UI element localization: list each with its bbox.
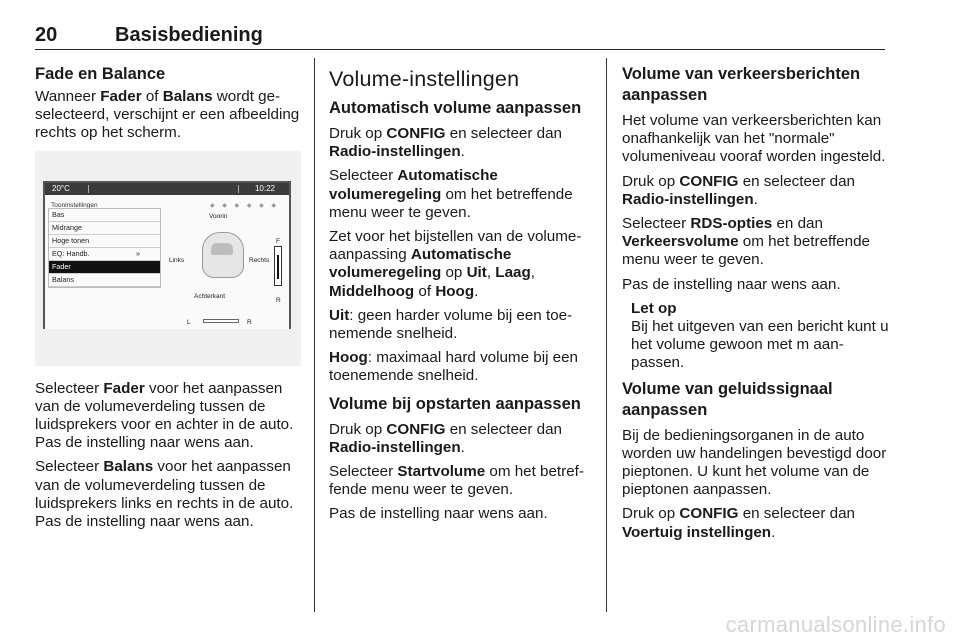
infotainment-screenshot — [35, 151, 301, 366]
subheading-startup-volume: Volume bij opstarten aanpassen — [329, 394, 581, 413]
temperature-readout: 20°C — [52, 183, 70, 193]
section-heading-fade-balance: Fade en Balance — [35, 65, 166, 83]
paragraph: Druk op CONFIG en selecteer dan Radio-instellingen. — [329, 125, 562, 161]
subheading-auto-volume: Automatisch volume aanpassen — [329, 99, 582, 117]
paragraph-balans: Selecteer Balans voor het aanpassen van de volumeverdeling tussen de luidsprekers links en rechts in de auto. Pas de instelling naar wens aan. — [35, 458, 294, 531]
paragraph: Selecteer Automatische volumeregeling om het betreffende menu weer te geven. — [329, 167, 573, 221]
menu-item-balans[interactable]: Balans — [49, 274, 160, 287]
tone-settings-panel — [45, 195, 289, 329]
paragraph: Hoog: maximaal hard volume bij een toenemende snelheid. — [329, 349, 579, 385]
chevron-right-icon: » — [136, 248, 140, 258]
section-heading-volume: Volume-instellingen — [329, 67, 520, 91]
menu-item-fader[interactable]: Fader — [49, 261, 160, 274]
label-left: Links — [169, 256, 185, 264]
display-screen — [43, 181, 291, 329]
panel-title: Tooninstellingen — [51, 201, 98, 209]
label-rear: Achterkant — [194, 292, 226, 300]
paragraph: Pas de instelling naar wens aan. — [622, 275, 841, 293]
menu-item-hoge-tonen[interactable]: Hoge tonen — [49, 235, 160, 248]
paragraph: Zet voor het bijstellen van de volumeaanpassing Automatische volumeregeling op Uit, Laag, Middelhoog of Hoog. — [329, 228, 582, 300]
menu-item-bas[interactable]: Bas — [49, 209, 160, 222]
clock-readout: 10:22 — [254, 183, 275, 193]
fader-slider[interactable] — [274, 246, 282, 286]
column-divider — [314, 58, 315, 612]
column-divider — [606, 58, 607, 612]
speaker-balance-diagram — [169, 208, 289, 326]
label-r: R — [276, 296, 281, 304]
watermark: carmanualsonline.info — [725, 612, 946, 637]
status-bar — [45, 183, 289, 195]
column-right — [622, 64, 890, 548]
note-body: Bij het uitgeven van een bericht kunt u het volume gewoon met m aanpassen. — [631, 318, 889, 372]
page-header — [35, 22, 885, 50]
paragraph: Selecteer Startvolume om het betreffende menu weer te geven. — [329, 463, 584, 499]
label-l-bottom: L — [187, 318, 191, 326]
volume-knob-icon: m — [796, 336, 810, 354]
note-box — [622, 300, 890, 373]
paragraph: Selecteer RDS-opties en dan Verkeersvolume om het betreffende menu weer te geven. — [622, 215, 870, 269]
label-r-bottom: R — [247, 318, 252, 326]
paragraph: Uit: geen harder volume bij een toenemende snelheid. — [329, 306, 573, 343]
label-f: F — [276, 237, 280, 245]
status-icons: ◆ ◆ ◆ ◆ ◆ ◆ — [209, 202, 279, 209]
paragraph-intro: Wanneer Fader of Balans wordt geselecteerd, verschijnt er een afbeelding rechts op het scherm. — [35, 88, 300, 142]
paragraph: Bij de bedieningsorganen in de auto worden uw handelingen bevestigd door pieptonen. U kunt het volume van de pieptonen aanpassen. — [622, 426, 887, 499]
label-front: Voorin — [209, 212, 228, 220]
label-right: Rechts — [249, 256, 270, 264]
paragraph: Het volume van verkeersberichten kan onafhankelijk van het "normale" volumeniveau vooraf worden ingesteld. — [622, 112, 886, 166]
menu-item-eq[interactable]: EQ: Handb. » — [49, 248, 160, 261]
tone-menu — [48, 208, 161, 288]
page-title: Basisbediening — [115, 24, 263, 46]
paragraph: Pas de instelling naar wens aan. — [329, 505, 548, 523]
divider — [238, 185, 239, 193]
note-title: Let op — [631, 299, 677, 317]
car-window — [211, 243, 233, 255]
column-middle — [329, 64, 591, 530]
paragraph-fader: Selecteer Fader voor het aanpassen van de volumeverdeling tussen de luidsprekers voor en achter in de auto. Pas de instelling naar wens aan. — [35, 379, 294, 452]
page-number: 20 — [35, 24, 58, 46]
column-left — [35, 64, 300, 537]
subheading-traffic-volume: Volume van verkeersberichten aanpassen — [622, 65, 861, 104]
divider — [88, 185, 89, 193]
car-icon — [202, 232, 244, 278]
paragraph: Druk op CONFIG en selecteer dan Radio-instellingen. — [329, 420, 562, 456]
paragraph: Druk op CONFIG en selecteer dan Radio-instellingen. — [622, 172, 855, 208]
slider-thumb[interactable] — [277, 255, 279, 279]
balance-slider[interactable] — [203, 319, 239, 323]
menu-item-midrange[interactable]: Midrange — [49, 222, 160, 235]
paragraph: Druk op CONFIG en selecteer dan Voertuig instellingen. — [622, 505, 855, 541]
subheading-beep-volume: Volume van geluidssignaal aanpassen — [622, 379, 833, 419]
